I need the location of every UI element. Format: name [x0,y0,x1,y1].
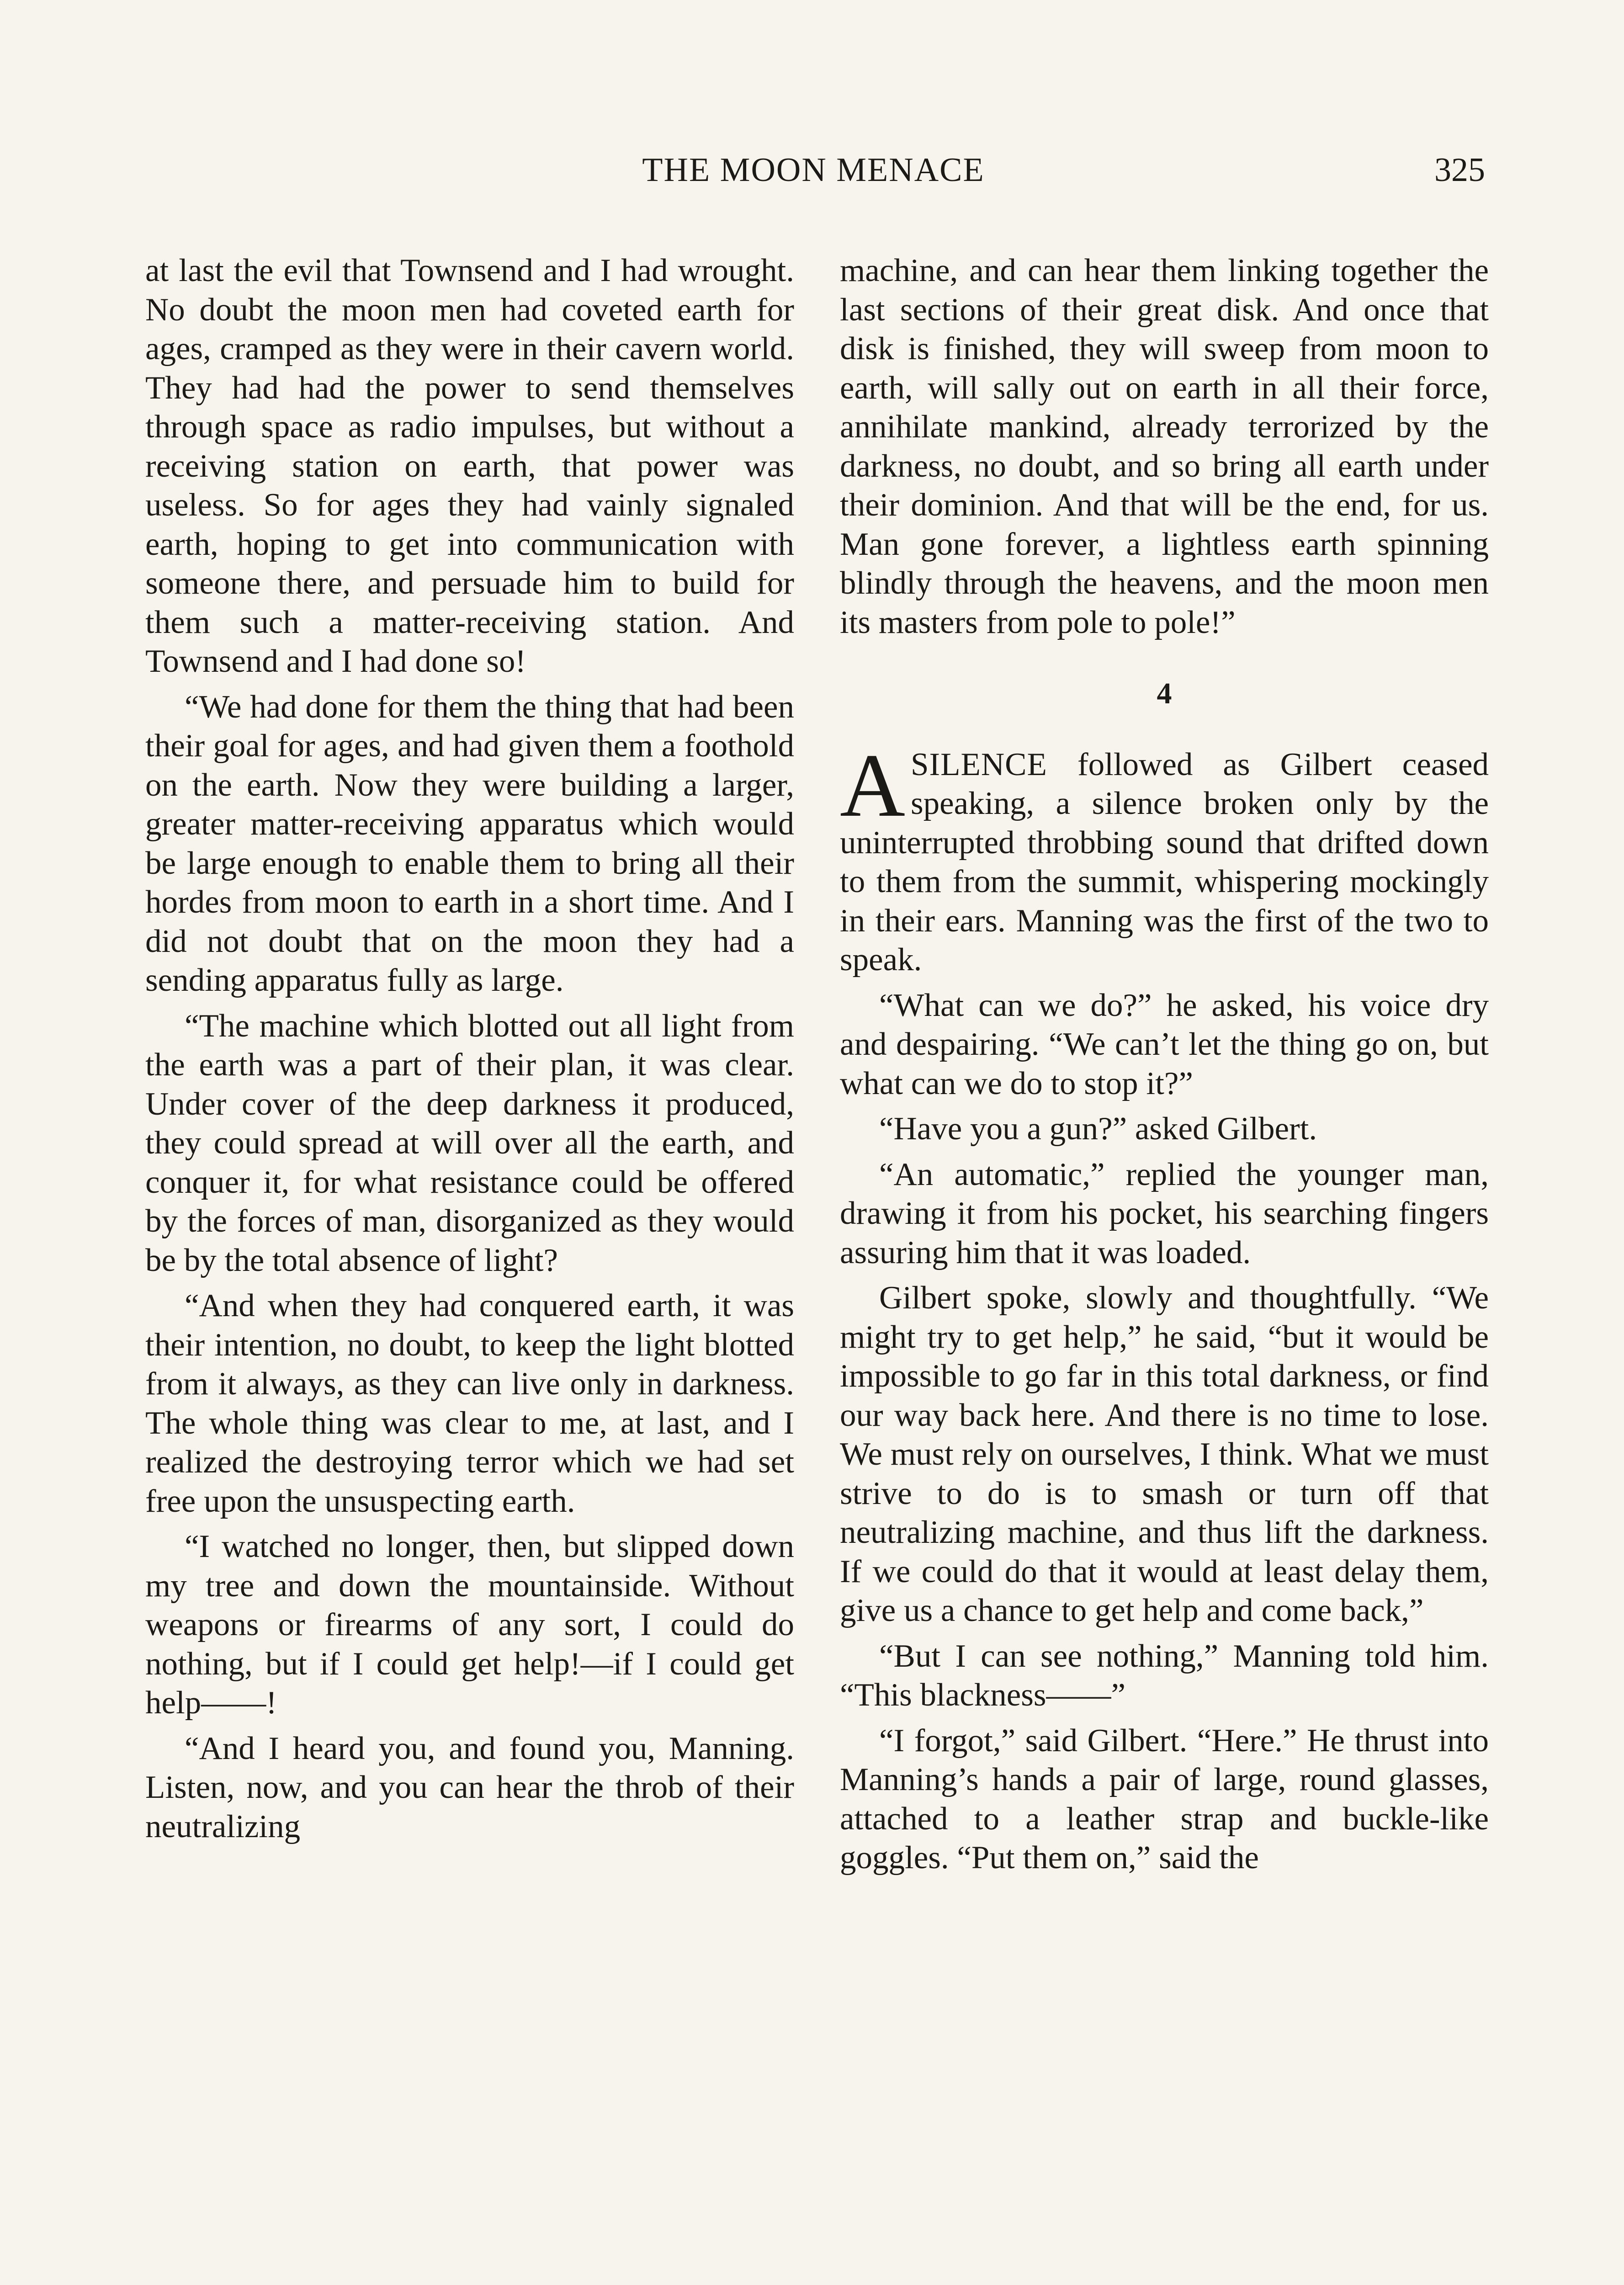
right-column [840,251,1489,1884]
opening-text: followed as Gilbert ceased speaking, a silence broken only by the uninterrupted throbbing sound that drifted down to them from the summit, whispering mockingly in their ears. Manning was the first of the two to speak. [840,746,1489,978]
left-column [145,251,794,1853]
opening-small-caps: SILENCE [911,746,1047,782]
running-title: THE MOON MENACE [642,151,985,189]
paragraph: “But I can see nothing,” Manning told him. “This blackness——” [840,1638,1489,1713]
paragraph: “We had done for them the thing that had been their goal for ages, and had given them a foothold on the earth. Now they were building a larger, greater matter-receiving apparatus which would be large enough to enable them to bring all their hordes from moon to earth in a short time. And I did not doubt that on the moon they had a sending apparatus fully as large. [145,689,794,998]
paragraph: at last the evil that Townsend and I had wrought. No doubt the moon men had coveted earth for ages, cramped as they were in their cavern world. They had had the power to send themselves through space as radio impulses, but without a receiving station on earth, that power was useless. So for ages they had vainly signaled earth, hoping to get into communication with someone there, and persuade him to build for them such a matter-receiving station. And Townsend and I had done so! [145,253,794,679]
paragraph: “I forgot,” said Gilbert. “Here.” He thrust into Manning’s hands a pair of large, round glasses, attached to a leather strap and buckle-like goggles. “Put them on,” said the [840,1722,1489,1876]
drop-cap: A [840,735,905,835]
paragraph: “The machine which blotted out all light from the earth was a part of their plan, it was clear. Under cover of the deep darkness it produced, they could spread at will over all the earth, and conquer it, for what resistance could be offered by the forces of man, disorganized as they would be by the total absence of light? [145,1008,794,1278]
page-header [142,151,1485,201]
paragraph: Gilbert spoke, slowly and thoughtfully. “We might try to get help,” he said, “but it would be impossible to go far in this total darkness, or find our way back here. And there is no time to lose. We must rely on ourselves, I think. What we must strive to do is to smash or turn off that neutralizing machine, and thus lift the darkness. If we could do that it would at least delay them, give us a chance to get help and come back,” [840,1280,1489,1628]
paragraph: “I watched no longer, then, but slipped down my tree and down the mountainside. Without weapons or firearms of any sort, I could do nothing, but if I could get help!—if I could get help——! [145,1529,794,1721]
paragraph: “Have you a gun?” asked Gilbert. [879,1111,1317,1147]
paragraph: “And I heard you, and found you, Manning. Listen, now, and you can hear the throb of their neutralizing [145,1730,794,1844]
paragraph: “An automatic,” replied the younger man, drawing it from his pocket, his searching fingers assuring him that it was loaded. [840,1156,1489,1270]
paragraph: “What can we do?” he asked, his voice dry and despairing. “We can’t let the thing go on, but what can we do to stop it?” [840,987,1489,1101]
section-opening-paragraph [840,735,1489,980]
paragraph: machine, and can hear them linking together the last sections of their great disk. And once that disk is finished, they will sweep from moon to earth, will sally out on earth in all their force, annihilate mankind, already terrorized by the darkness, no doubt, and so bring all earth under their dominion. And that will be the end, for us. Man gone forever, a lightless earth spinning blindly through the heavens, and the moon men its masters from pole to pole!” [840,253,1489,640]
page-number: 325 [1434,151,1485,189]
section-number: 4 [1157,677,1172,710]
paragraph: “And when they had conquered earth, it was their intention, no doubt, to keep the light blotted from it always, as they can live only in darkness. The whole thing was clear to me, at last, and I realized the destroying terror which we had set free upon the unsuspecting earth. [145,1288,794,1519]
